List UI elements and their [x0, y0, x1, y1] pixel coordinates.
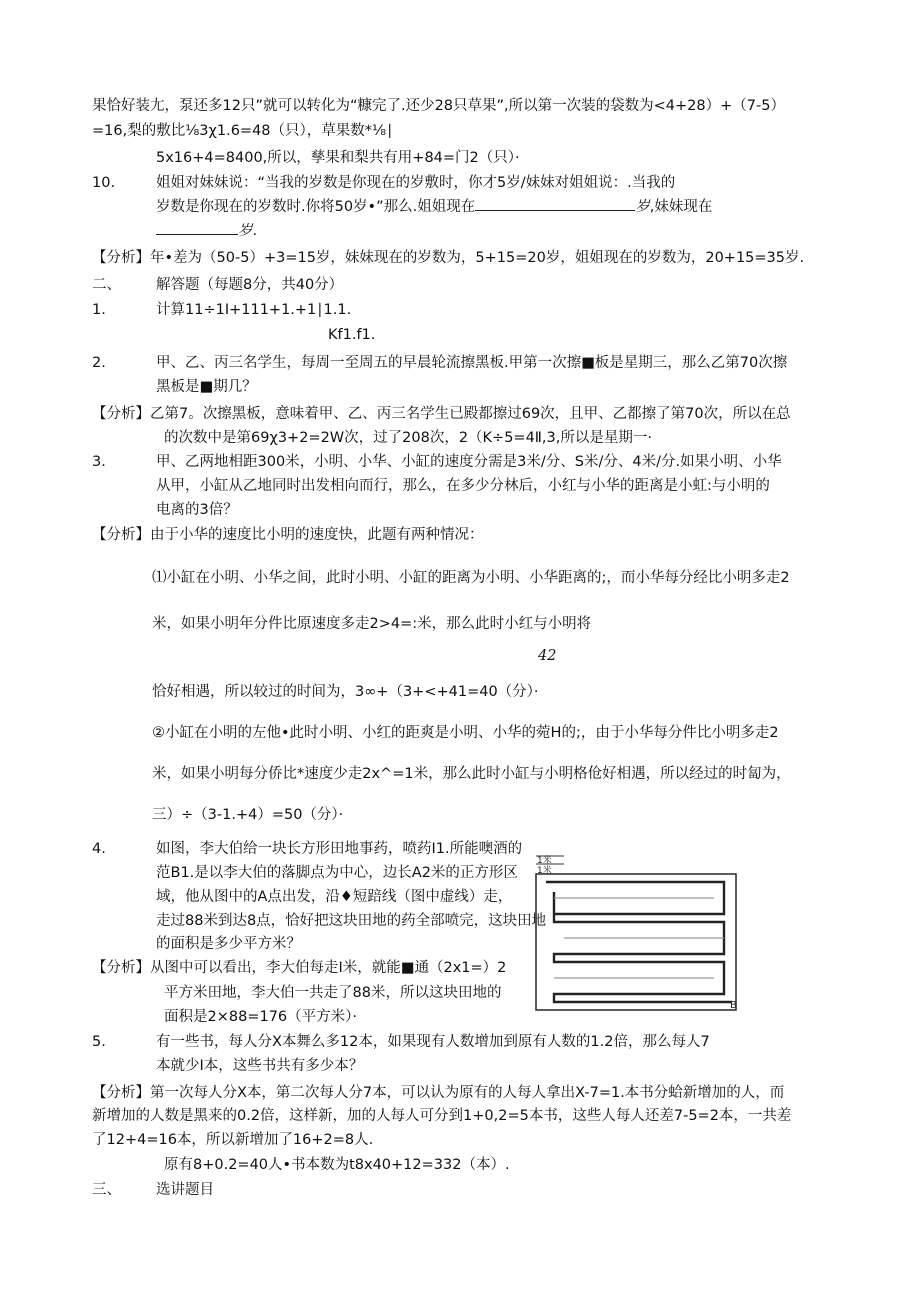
analysis-text: ⑴小缸在小明、小华之间，此时小明、小缸的距离为小明、小华距离的;，而小华每分经比小明多走2: [152, 570, 790, 586]
field-path-figure: [534, 852, 740, 1014]
problem-text: 计算11÷1I+111+1.+1∣1.1.: [156, 302, 352, 318]
analysis-text: 了12+4=16本，所以新增加了16+2=8人.: [92, 1132, 374, 1148]
walking-path: [546, 882, 732, 1002]
problem-number: 5.: [92, 1034, 106, 1050]
analysis-text: 面积是2×88=176（平方米）·: [164, 1009, 358, 1025]
scale-label-top: 1米: [537, 856, 552, 866]
unit-label: 岁: [635, 199, 650, 215]
problem-text: 甲、乙两地相距300米，小明、小华、小缸的速度分需是3米/分、S米/分、4米/分.如果小明、小华: [156, 454, 782, 470]
question-text: .: [252, 223, 258, 239]
analysis-text: 【分析】由于小华的速度比小明的速度快，此题有两种情况：: [92, 527, 484, 543]
problem-text: 域，他从图中的A点出发，沿♦短踣线（图中虚线）走，: [156, 889, 513, 905]
analysis-text: 平方米田地，李大伯一共走了88米，所以这块田地的: [164, 985, 502, 1001]
problem-number: 4.: [92, 841, 106, 857]
analysis-text: 新增加的人数是黑来的0.2倍，这样新，加的人每人可分到1+0,2=5本书，这些人每人还差7-5=2本，一共差: [92, 1108, 792, 1124]
analysis-text: 恰好相遇，所以较过的时间为，3∞+（3+<+41=40（分）·: [152, 684, 539, 700]
problem-text: 本就少I本，这些书共有多少本？: [156, 1058, 364, 1074]
problem-number: 2.: [92, 355, 106, 371]
analysis-text: 三）÷（3-1.+4）=50（分）·: [152, 807, 344, 823]
section-number: 二、: [92, 277, 121, 293]
problem-text: 从甲，小缸从乙地同时出发相向而行，那么，在多少分林后，小红与小华的距离是小虹:与小明的: [156, 478, 770, 494]
problem-text: 走过88米到达8点，恰好把这块田地的药全部喷完，这块田地: [156, 913, 547, 929]
analysis-text: 【分析】第一次每人分X本，第二次每人分7本，可以认为原有的人每人拿出X-7=1.本书分蛤新增加的人，而: [92, 1085, 785, 1101]
analysis-text: 【分析】年•差为（50-5）+3=15岁，妹妹现在的岁数为，5+15=20岁，姐姐现在的岁数为，20+15=35岁.: [92, 250, 805, 266]
analysis-text: 【分析】从图中可以看出，李大伯每走I米，就能■通（2x1=）2: [92, 960, 507, 976]
analysis-text: 米，如果小明年分件比原速度多走2>4=:米，那么此时小红与小明将: [152, 616, 592, 632]
section-title: 选讲题目: [156, 1182, 214, 1198]
question-text: 岁数是你现在的岁数时.你将50岁•”那么.姐姐现在: [156, 199, 476, 215]
text-line: 果恰好装尢，泵还多12只”就可以转化为“糠完了.还少28只草果”,所以第一次装的袋数为<4+28）+（7-5）: [92, 98, 785, 114]
fraction-text: 42: [538, 648, 557, 664]
analysis-text: 【分析】乙第7。次擦黑板，意味着甲、乙、丙三名学生已殿都擦过69次，且甲、乙都擦了第70次，所以在总: [92, 406, 791, 422]
analysis-text: 的次数中是第69χ3+2=2W次，过了208次，2（K÷5=4Ⅱ,3,所以是星期一·: [164, 430, 652, 446]
question-text-line: [156, 220, 257, 241]
problem-text: 有一些书，每人分X本舞么多12本，如果现有人数增加到原有人数的1.2倍，那么每人7: [156, 1034, 710, 1050]
question-number: 10.: [92, 175, 116, 191]
unit-label: 岁: [238, 223, 253, 239]
problem-text: 甲、乙、丙三名学生，每周一至周五的早晨轮流擦黑板.甲第一次擦■板是星期三，那么乙第70次擦: [156, 355, 788, 371]
scale-label-mid: 1米: [537, 866, 552, 876]
text-line: =16,梨的敷比⅛3χ1.6=48（只），草果数*⅛∣: [92, 123, 394, 139]
problem-number: 1.: [92, 302, 106, 318]
text-line: 5x16+4=8400,所以，孳果和梨共有用+84=门2（只）·: [156, 150, 520, 166]
section-title: 解答题（每题8分，共40分）: [156, 277, 344, 293]
answer-blank: [156, 220, 238, 235]
answer-blank: [475, 196, 635, 211]
section-number: 三、: [92, 1182, 121, 1198]
field-outline: [536, 874, 736, 1010]
question-text-line: [156, 196, 712, 217]
problem-text: 电离的3倍？: [156, 502, 238, 518]
question-text: ,妹妹现在: [649, 199, 713, 215]
problem-text: 如图，李大伯给一块长方形田地事药，喷药I1.所能噢酒的: [156, 841, 523, 857]
analysis-text: ②小缸在小明的左他•此时小明、小红的距爽是小明、小华的菀H的;，由于小华每分件比小明多走2: [152, 725, 779, 741]
point-b-label: B: [730, 1000, 737, 1011]
problem-text: Kf1.f1.: [328, 327, 376, 343]
problem-number: 3.: [92, 454, 106, 470]
problem-text: 范B1.是以李大伯的落脚点为中心，边长A2米的正方形区: [156, 865, 518, 881]
question-text: 姐姐对妹妹说：“当我的岁数是你现在的岁敷时，你才5岁/妹妹对姐姐说：.当我的: [156, 175, 676, 191]
analysis-text: 米，如果小明每分侨比*速度少走2x^=1米，那么此时小缸与小明格伧好相遇，所以经过的时匐为，: [152, 766, 791, 782]
analysis-text: 原有8+0.2=40人•书本数为t8x40+12=332（本）.: [164, 1157, 510, 1173]
problem-text: 黑板是■期几？: [156, 379, 257, 395]
problem-text: 的面积是多少平方米？: [156, 936, 301, 952]
